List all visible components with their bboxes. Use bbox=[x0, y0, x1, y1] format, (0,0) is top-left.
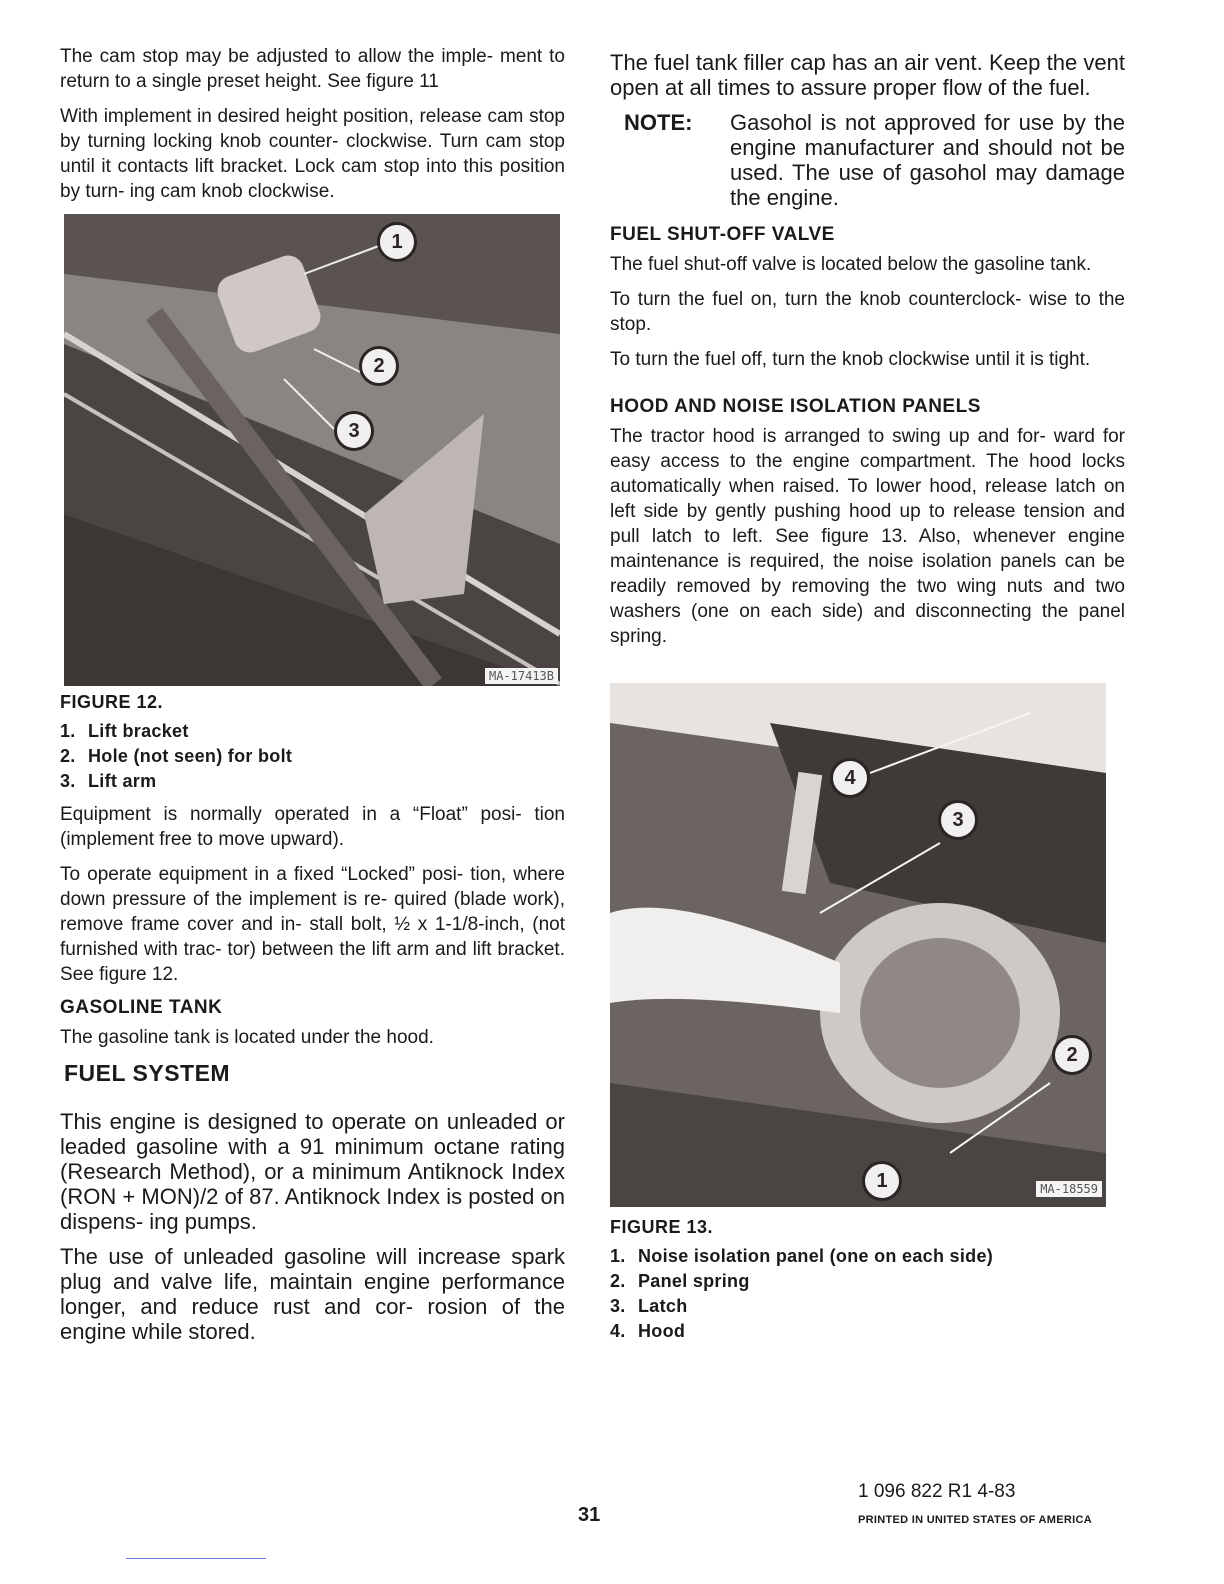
legend-item: 1. Noise isolation panel (one on each side) bbox=[610, 1246, 994, 1266]
legend-item: 3. Latch bbox=[610, 1296, 688, 1316]
cam-stop-paragraph: The cam stop may be adjusted to allow the imple- ment to return to a single preset height. See figure 11 bbox=[60, 46, 565, 92]
figure-12-callout-2: 2 bbox=[359, 346, 399, 386]
part-number: 1 096 822 R1 4-83 bbox=[858, 1481, 1016, 1502]
locked-paragraph: To operate equipment in a fixed “Locked” posi- tion, where down pressure of the implement is re- quired (blade work), remove frame cover and in- stall bolt, ½ x 1-1/8-inch, (not furnished with trac- tor) between the lift arm and lift bracket. See figure 12. bbox=[60, 864, 565, 985]
figure-12-callout-1: 1 bbox=[377, 222, 417, 262]
float-paragraph: Equipment is normally operated in a “Float” posi- tion (implement free to move upward). bbox=[60, 804, 565, 850]
fuel-shutoff-heading: FUEL SHUT-OFF VALVE bbox=[610, 224, 835, 245]
figure-12-photo bbox=[64, 214, 560, 686]
height-position-paragraph: With implement in desired height position, release cam stop by turning locking knob counter- clockwise. Turn cam stop until it contacts lift bracket. Lock cam stop into this position by turn- ing cam knob clockwise. bbox=[60, 106, 565, 202]
gasoline-tank-text: The gasoline tank is located under the hood. bbox=[60, 1027, 434, 1048]
figure-12-illustration bbox=[64, 214, 560, 686]
hood-paragraph: The tractor hood is arranged to swing up and for- ward for easy access to the engine compartment. The hood locks automatically when raised. To lower hood, release latch on left side by gently pushing hood up to release tension and pull latch to left. See figure 13. Also, whenever engine maintenance is required, the noise isolation panels can be readily removed by removing the two wing nuts and two washers (one on each side) and disconnecting the panel spring. bbox=[610, 426, 1125, 647]
figure-13-callout-1: 1 bbox=[862, 1161, 902, 1201]
page-number: 31 bbox=[578, 1504, 601, 1526]
shutoff-paragraph-1: The fuel shut-off valve is located below the gasoline tank. bbox=[610, 254, 1092, 275]
legend-item: 2. Hole (not seen) for bolt bbox=[60, 746, 293, 766]
note-label: NOTE: bbox=[624, 110, 693, 135]
figure-13-tag: MA-18559 bbox=[1036, 1181, 1102, 1197]
gasoline-tank-heading: GASOLINE TANK bbox=[60, 997, 223, 1018]
figure-13-legend bbox=[610, 1244, 1125, 1344]
legend-item: 3. Lift arm bbox=[60, 771, 157, 791]
shutoff-paragraph-2: To turn the fuel on, turn the knob counterclock- wise to the stop. bbox=[610, 289, 1125, 335]
filler-cap-paragraph: The fuel tank filler cap has an air vent. Keep the vent open at all times to assure proper flow of the fuel. bbox=[610, 50, 1125, 100]
figure-13-caption: FIGURE 13. bbox=[610, 1217, 714, 1237]
gasohol-note bbox=[624, 110, 1125, 210]
figure-13-callout-3: 3 bbox=[938, 800, 978, 840]
figure-13-photo bbox=[610, 683, 1106, 1207]
fuel-system-paragraph-1: This engine is designed to operate on unleaded or leaded gasoline with a 91 minimum octane rating (Research Method), or a minimum Antiknock Index (RON + MON)/2 of 87. Antiknock Index is posted on dispens- ing pumps. bbox=[60, 1109, 565, 1234]
footer-rule bbox=[126, 1558, 266, 1559]
left-column bbox=[60, 44, 565, 1354]
printed-notice: PRINTED IN UNITED STATES OF AMERICA bbox=[858, 1514, 1092, 1526]
fuel-system-heading: FUEL SYSTEM bbox=[64, 1060, 231, 1086]
right-column bbox=[610, 50, 1125, 1352]
figure-13-callout-4: 4 bbox=[830, 758, 870, 798]
figure-12-callout-3: 3 bbox=[334, 411, 374, 451]
figure-12-caption: FIGURE 12. bbox=[60, 692, 164, 712]
shutoff-paragraph-3: To turn the fuel off, turn the knob clockwise until it is tight. bbox=[610, 349, 1091, 370]
legend-item: 4. Hood bbox=[610, 1321, 686, 1341]
figure-12-legend bbox=[60, 719, 565, 794]
legend-item: 1. Lift bracket bbox=[60, 721, 189, 741]
fuel-system-paragraph-2: The use of unleaded gasoline will increase spark plug and valve life, maintain engine performance longer, and reduce rust and cor- rosion of the engine while stored. bbox=[60, 1244, 565, 1344]
note-text: Gasohol is not approved for use by the engine manufacturer and should not be used. The use of gasohol may damage the engine. bbox=[730, 110, 1125, 210]
legend-item: 2. Panel spring bbox=[610, 1271, 750, 1291]
figure-12-tag: MA-17413B bbox=[485, 668, 558, 684]
figure-13-callout-2: 2 bbox=[1052, 1035, 1092, 1075]
hood-heading: HOOD AND NOISE ISOLATION PANELS bbox=[610, 396, 981, 417]
